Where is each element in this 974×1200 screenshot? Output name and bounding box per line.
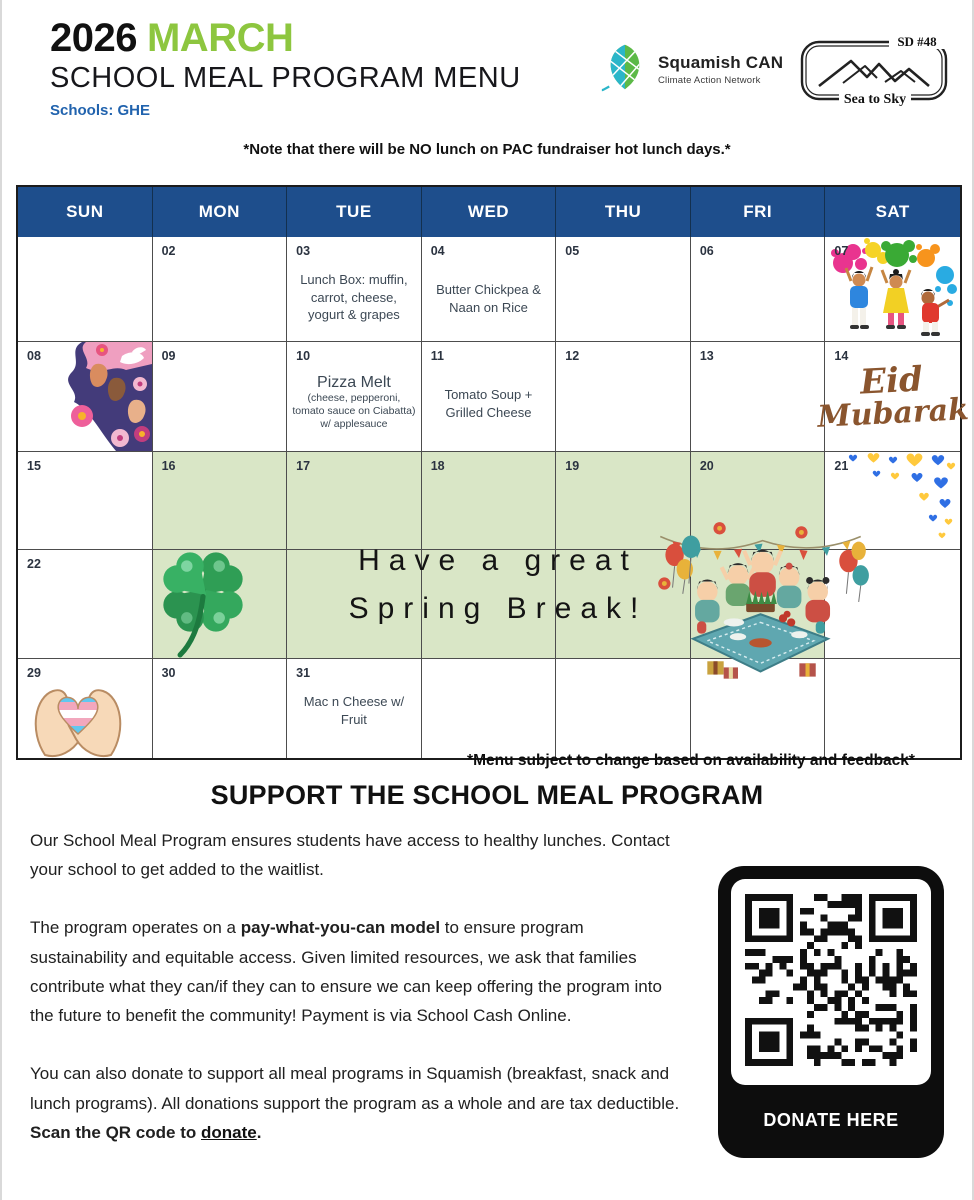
calendar-cell-mar16 [153,452,288,550]
date-number: 18 [430,459,445,473]
support-paragraphs [30,826,680,1147]
calendar-cell-mar13 [691,342,826,452]
calendar-cell-mar06 [691,237,826,342]
calendar-cell-mar10 [287,342,422,452]
p3-bold-pre: Scan the QR code to [30,1122,201,1142]
leaf-logo-icon [600,42,650,97]
date-number: 20 [699,459,714,473]
donate-link[interactable]: donate [200,1122,257,1142]
date-number: 19 [565,459,580,473]
meal-title: Pizza Melt [317,374,391,391]
calendar-cell-mar18 [422,452,557,550]
no-lunch-note: *Note that there will be NO lunch on PAC fundraiser hot lunch days.* [243,141,731,158]
calendar-cell-mar29 [18,659,153,758]
meal-text: Butter Chickpea & Naan on Rice [436,282,541,315]
month-year-title [50,16,521,60]
p2-bold: pay-what-you-can model [240,918,441,938]
date-number: 16 [161,459,176,473]
sd48-region-text: Sea to Sky [843,92,907,106]
four-leaf-clover-icon [144,537,262,668]
march-calendar [16,185,971,769]
eid-line1: Eid [859,359,925,403]
donate-here-label: DONATE HERE [763,1110,899,1130]
calendar-cell-mar05 [556,237,691,342]
date-number: 10 [296,349,311,363]
sd48-sea-to-sky-logo [799,34,949,111]
date-number: 15 [27,459,41,473]
schools-label: Schools: GHE [50,102,151,119]
date-number: 03 [296,244,311,258]
date-number: 06 [699,244,714,258]
donate-qr-card [718,866,944,1158]
date-number: 17 [296,459,311,473]
date-number: 08 [27,349,41,363]
support-paragraph-3 [30,1059,680,1147]
sd48-district-text: SD #48 [897,34,937,49]
date-number: 31 [296,666,311,680]
calendar-cell-mar11 [422,342,557,452]
support-paragraph-1: Our School Meal Program ensures students have access to healthy lunches. Contact your school to get added to the waitlist. [30,831,670,880]
calendar-cell-mar30 [153,659,288,758]
date-number: 12 [565,349,580,363]
calendar-cell-mar08 [18,342,153,452]
weekday-thu: THU [556,187,691,237]
page-header [50,16,521,119]
meal-text: Lunch Box: muffin, carrot, cheese, yogurt & grapes [300,272,408,323]
p2-post: to ensure program sustainability and equitable access. Given limited resources, we ask that families contribute what they can/if they can to ensure we can keep offering the program into the future to benefit the community! Payment is via School Cash Online. [30,918,662,1026]
weekday-mon: MON [153,187,288,237]
womens-day-collage-icon [52,342,152,451]
date-number: 04 [430,244,445,258]
menu-change-note: *Menu subject to change based on availability and feedback* [467,752,915,769]
calendar-cell-mar04 [422,237,557,342]
p2-pre: The program operates on a [30,918,241,938]
meal-text: Mac n Cheese w/ Fruit [303,694,405,727]
date-number: 14 [834,349,849,363]
calendar-cell-mar17 [287,452,422,550]
calendar-cell-mar03 [287,237,422,342]
support-paragraph-2 [30,913,680,1030]
p3-pre: You can also donate to support all meal programs in Squamish (breakfast, snack and lunch programs). All donations support the program as a whole and are tax deductible. [30,1064,680,1113]
calendar-cell-mar22 [18,550,153,659]
calendar-cell-blank1 [422,659,557,758]
date-number: 05 [565,244,580,258]
trans-heart-hands-icon [18,671,152,758]
weekday-sun: SUN [18,187,153,237]
qr-code-image [745,894,917,1071]
weekday-header-row [18,187,960,237]
date-number: 29 [27,666,41,680]
spring-break-line2: Spring Break! [348,592,648,625]
date-number: 11 [430,349,444,363]
date-number: 09 [161,349,176,363]
month-label: MARCH [146,16,294,60]
eid-line2: Mubarak [817,391,971,435]
calendar-cell-mar12 [556,342,691,452]
date-number: 22 [27,557,41,571]
squamish-can-subtitle: Climate Action Network [658,75,761,86]
squamish-can-title: Squamish CAN [658,53,784,72]
calendar-cell-mar31 [287,659,422,758]
weekday-tue: TUE [287,187,422,237]
date-number: 07 [834,244,849,258]
meal-text: Tomato Soup + Grilled Cheese [444,387,533,420]
date-number: 21 [834,459,849,473]
date-number: 30 [161,666,176,680]
calendar-cell-mar14 [817,342,971,452]
calendar-cell-mar07 [825,237,960,342]
p3-bold-post: . [256,1122,262,1142]
support-heading: SUPPORT THE SCHOOL MEAL PROGRAM [210,780,764,810]
calendar-cell-mar15 [18,452,153,550]
date-number: 02 [161,244,176,258]
page-title: SCHOOL MEAL PROGRAM MENU [50,62,521,94]
weekday-sat: SAT [875,202,910,221]
year-label: 2026 [50,16,137,60]
qr-code [731,879,931,1085]
calendar-grid [18,237,971,769]
calendar-cell-mar02 [153,237,288,342]
calendar-cell-mar09 [153,342,288,452]
squamish-can-logo [600,42,783,97]
calendar-cell-mar01 [18,237,153,342]
weekday-wed: WED [422,187,557,237]
nowruz-celebration-icon [648,515,873,698]
spring-break-line1: Have a great [358,544,638,577]
meal-subtitle: (cheese, pepperoni, tomato sauce on Ciabatta) w/ applesauce [292,392,416,431]
weekday-fri: FRI [691,187,826,237]
date-number: 13 [699,349,714,363]
